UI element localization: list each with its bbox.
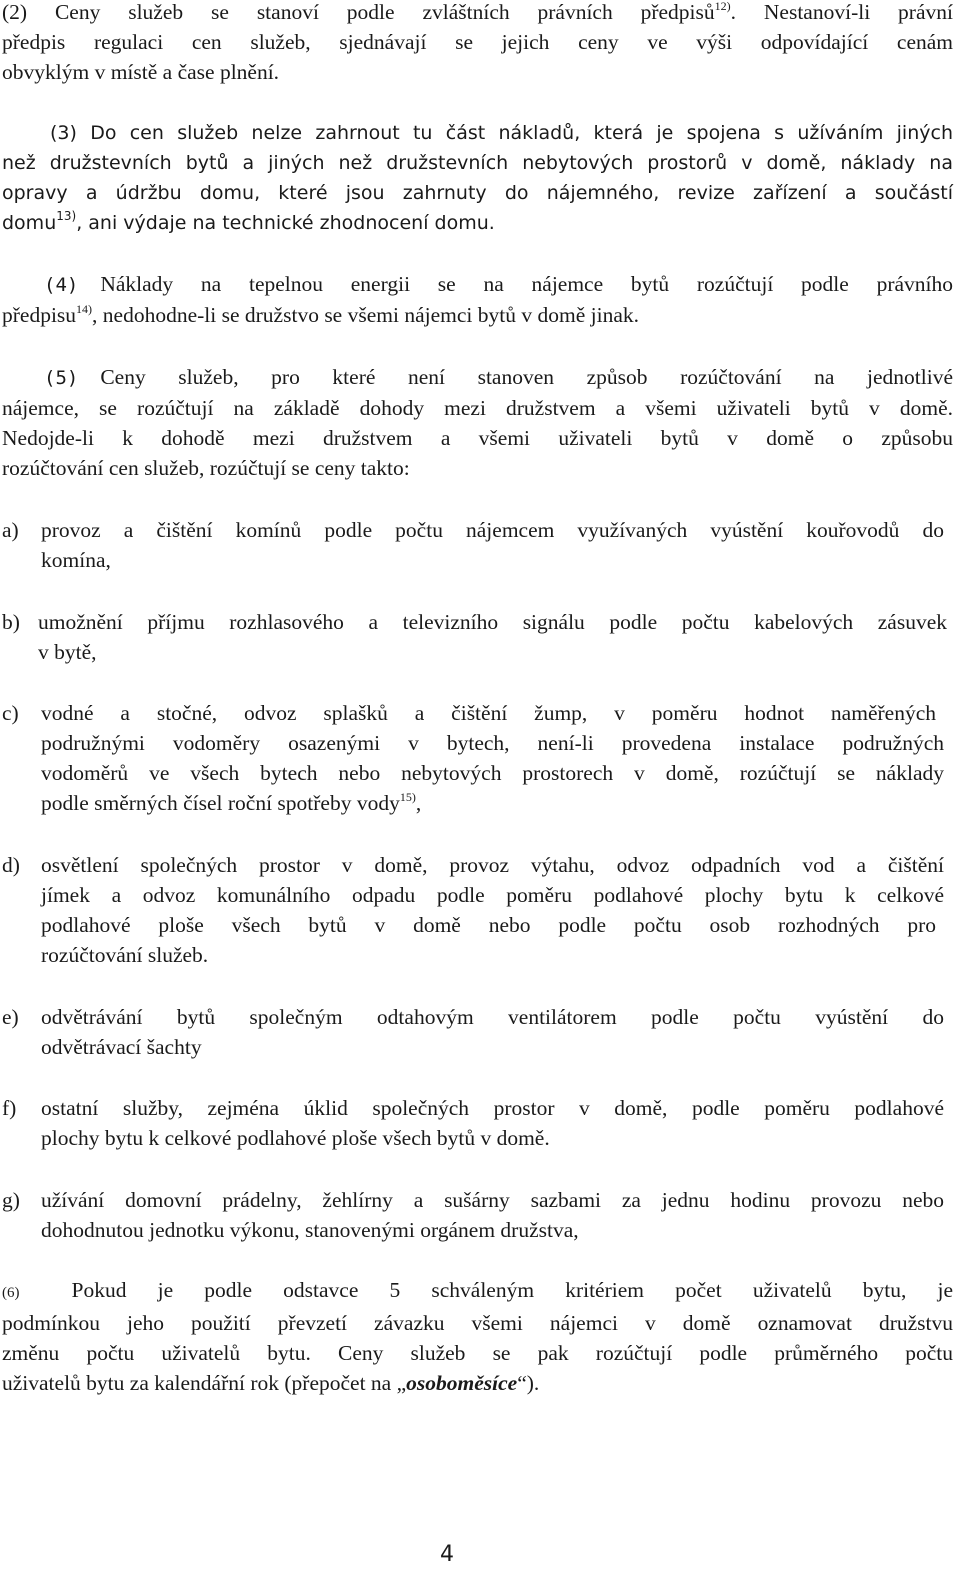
footnote-ref-14: 14) [76, 302, 93, 316]
list-item-a-label: a) [2, 518, 19, 542]
footnote-ref-13: 13) [56, 209, 77, 223]
p6-line-2: podmínkou jeho použití převzetí závazku všemi nájemci v domě oznamovat družstvu [2, 1311, 953, 1335]
list-item-b-line-2: v bytě, [38, 640, 97, 664]
p5-line-3: Nedojde-li k dohodě mezi družstvem a všemi uživateli bytů v domě o způsobu [2, 426, 953, 450]
paragraph-3 [2, 118, 953, 238]
list-item-f-line-1: ostatní služby, zejména úklid společných prostor v domě, podle poměru podlahové [41, 1096, 944, 1120]
paragraph-2 [2, 0, 953, 87]
list-item-c-line-2: podružnými vodoměry osazenými v bytech, není-li provedena instalace podružných [41, 731, 944, 755]
list-item-d-line-4: rozúčtování služeb. [41, 943, 209, 967]
list-item-e-label: e) [2, 1005, 19, 1029]
footnote-ref-12: 12) [714, 0, 731, 13]
paragraph-5 [2, 362, 953, 483]
list-item-f-line-2: plochy bytu k celkové podlahové ploše všech bytů v domě. [41, 1126, 550, 1150]
p5-line-2: nájemce, se rozúčtují na základě dohody mezi družstvem a všemi uživateli bytů v domě. [2, 396, 953, 420]
p2-line-1-tail: . Nestanoví-li právní [730, 0, 953, 24]
p6-number: (6) [2, 1285, 20, 1301]
list-item-b-label: b) [2, 610, 20, 634]
list-item-e-line-2: odvětrávací šachty [41, 1035, 202, 1059]
p6-line-4-tail: “). [517, 1371, 540, 1395]
p2-line-3: obvyklým v místě a čase plnění. [2, 60, 280, 84]
paragraph-6 [2, 1275, 953, 1398]
list-item-c-label: c) [2, 701, 19, 725]
paragraph-4 [2, 269, 953, 330]
list-item-d-label: d) [2, 853, 20, 877]
footnote-ref-15: 15) [399, 790, 416, 804]
list-item-f-label: f) [2, 1096, 17, 1120]
p2-line-1-text: (2) Ceny služeb se stanoví podle zvláštních právních předpisů [2, 0, 715, 24]
p4-number: (4) [44, 274, 79, 296]
p3-line-2: než družstevních bytů a jiných než družstevních nebytových prostorů v domě, náklady na [2, 152, 953, 174]
p6-line-3: změnu počtu uživatelů bytu. Ceny služeb se pak rozúčtují podle průměrného počtu [2, 1341, 953, 1365]
p4-line-1: Náklady na tepelnou energii se na nájemce bytů rozúčtují podle právního [100, 272, 953, 296]
list-item-d-line-1: osvětlení společných prostor v domě, provoz výtahu, odvoz odpadních vod a čištění [41, 853, 944, 877]
list-item-c-line-1: vodné a stočné, odvoz splašků a čištění žump, v poměru hodnot naměřených [41, 701, 936, 725]
list-item-a-line-1: provoz a čištění komínů podle počtu nájemcem využívaných vyústění kouřovodů do [41, 518, 944, 542]
p3-line-4-text: domu [2, 212, 57, 234]
p4-line-2-text: předpisu [2, 303, 77, 327]
p5-line-1: Ceny služeb, pro které není stanoven způsob rozúčtování na jednotlivé [100, 365, 953, 389]
p5-number: (5) [44, 367, 79, 389]
p5-line-4: rozúčtování cen služeb, rozúčtují se ceny takto: [2, 456, 410, 480]
p4-line-2-tail: , nedohodne-li se družstvo se všemi nájemci bytů v domě jinak. [92, 303, 639, 327]
list-item-a-line-2: komína, [41, 548, 111, 572]
list-item-e-line-1: odvětrávání bytů společným odtahovým ventilátorem podle počtu vyústění do [41, 1005, 944, 1029]
list-item-c-line-4-tail: , [415, 791, 422, 815]
list-item-c-line-3: vodoměrů ve všech bytech nebo nebytových prostorech v domě, rozúčtují se náklady [41, 761, 944, 785]
list-item-d-line-2: jímek a odvoz komunálního odpadu podle poměru podlahové plochy bytu k celkové [41, 883, 944, 907]
p3-line-1: (3) Do cen služeb nelze zahrnout tu část nákladů, která je spojena s užíváním jiných [50, 122, 953, 144]
list-item-c-line-4-text: podle směrných čísel roční spotřeby vody [41, 791, 400, 815]
list-item-g-line-1: užívání domovní prádelny, žehlírny a sušárny sazbami za jednu hodinu provozu nebo [41, 1188, 944, 1212]
list-item-g-line-2: dohodnutou jednotku výkonu, stanovenými orgánem družstva, [41, 1218, 579, 1242]
list-item-g-label: g) [2, 1188, 20, 1212]
page-number: 4 [440, 1542, 454, 1567]
p6-line-1: Pokud je podle odstavce 5 schváleným kritériem počet uživatelů bytu, je [71, 1278, 953, 1302]
p6-emphasis-term: osoboměsíce [406, 1371, 518, 1395]
p3-line-3: opravy a údržbu domu, které jsou zahrnuty do nájemného, revize zařízení a součástí [2, 182, 953, 204]
list-item-b-line-1: umožnění příjmu rozhlasového a televizního signálu podle počtu kabelových zásuvek [38, 610, 947, 634]
p2-line-2: předpis regulaci cen služeb, sjednávají se jejich ceny ve výši odpovídající cenám [2, 30, 953, 54]
p3-line-4-tail: , ani výdaje na technické zhodnocení domu. [76, 212, 495, 234]
p6-line-4-text: uživatelů bytu za kalendářní rok (přepočet na „ [2, 1371, 407, 1395]
list-item-d-line-3: podlahové ploše všech bytů v domě nebo podle počtu osob rozhodných pro [41, 913, 936, 937]
